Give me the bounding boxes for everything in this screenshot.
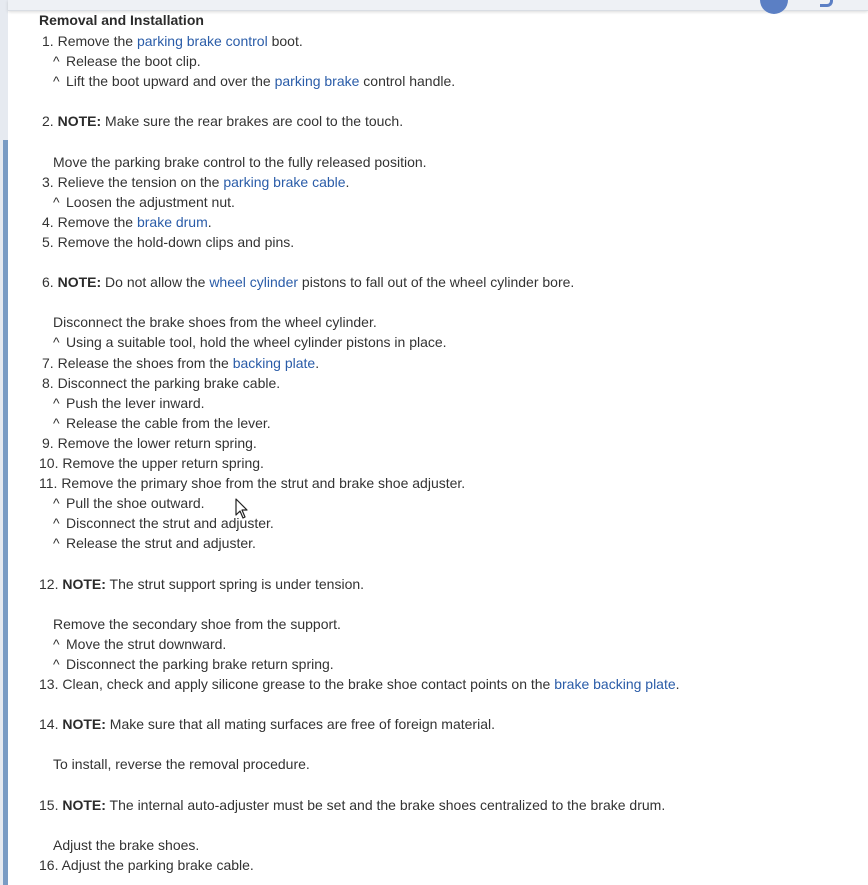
procedure-document [39,11,859,875]
step-text: Loosen the adjustment nut. [66,193,235,210]
sub-step [39,393,859,413]
step-text: Relieve the tension on the [57,173,224,190]
step-text: Remove the hold-down clips and pins. [57,233,295,250]
step-text: Clean, check and apply silicone grease to the brake shoe contact points on the [62,676,555,692]
step-number: 9. [42,434,58,451]
step-text: Disconnect the parking brake return spring. [66,655,334,672]
sub-step [39,413,859,433]
step-number: 10. [39,454,63,471]
reference-link[interactable]: parking brake control [136,33,268,49]
note-label: NOTE: [57,113,102,130]
step-text: Adjust the brake shoes. [53,836,200,853]
procedure-step [39,232,859,252]
note-label: NOTE: [62,796,106,813]
spacer [39,292,859,312]
step-text: . [345,173,350,190]
step-text: . [675,676,680,692]
top-toolbar [8,0,868,11]
caret-icon: ^ [53,73,60,90]
step-number: 3. [42,173,58,190]
note-label: NOTE: [62,575,106,592]
spacer [39,774,859,794]
spacer [39,252,859,272]
step-number: 8. [42,374,58,391]
procedure-step [39,111,859,131]
step-text: To install, reverse the removal procedure. [53,756,310,773]
step-text: Release the shoes from the [57,354,233,371]
procedure-step [39,433,859,453]
step-text: Lift the boot upward and over the [66,73,275,90]
step-detail [39,835,859,855]
step-number: 2. [42,113,58,130]
step-text: control handle. [359,73,456,90]
procedure-step [39,674,859,694]
step-text: Do not allow the [101,274,210,291]
spacer [39,131,859,151]
step-number: 5. [42,233,58,250]
spacer [39,694,859,714]
procedure-lines [39,31,859,875]
step-text: Remove the lower return spring. [57,434,257,451]
spacer [39,734,859,754]
sub-step [39,513,859,533]
sub-step [39,634,859,654]
step-text: Make sure that all mating surfaces are free of foreign material. [105,716,495,733]
reference-link[interactable]: backing plate [232,354,316,371]
step-text: Remove the secondary shoe from the support. [53,615,341,632]
spacer [39,594,859,614]
step-detail [39,152,859,172]
procedure-step [39,714,859,734]
step-text: Move the strut downward. [66,635,227,652]
reference-link[interactable]: parking brake [274,73,360,90]
step-number: 13. [39,676,63,692]
note-label: NOTE: [57,274,102,291]
step-text: Release the boot clip. [66,53,201,70]
step-text: Push the lever inward. [66,394,205,411]
reference-link[interactable]: parking brake cable [223,173,346,190]
caret-icon: ^ [53,53,60,70]
step-text: pistons to fall out of the wheel cylinder bore. [298,274,575,291]
sub-step [39,654,859,674]
step-number: 6. [42,274,58,291]
step-text: Using a suitable tool, hold the wheel cylinder pistons in place. [66,334,447,351]
step-text: The internal auto-adjuster must be set and the brake shoes centralized to the brake drum. [105,796,666,813]
sub-step [39,493,859,513]
step-number: 15. [39,796,63,813]
step-text: Disconnect the brake shoes from the wheel cylinder. [53,314,377,331]
step-text: Disconnect the parking brake cable. [57,374,281,391]
sub-step [39,71,859,91]
procedure-step [39,353,859,373]
spacer [39,91,859,111]
scroll-accent [3,140,8,885]
step-text: Pull the shoe outward. [66,495,205,512]
procedure-step [39,453,859,473]
step-text: Release the strut and adjuster. [66,535,256,552]
step-number: 12. [39,575,63,592]
step-text: The strut support spring is under tension. [105,575,365,592]
step-text: . [207,213,212,230]
procedure-step [39,855,859,875]
step-text: . [315,354,320,371]
help-icon[interactable] [820,0,833,7]
step-detail [39,614,859,634]
step-text: Remove the upper return spring. [62,454,264,471]
reference-link[interactable]: wheel cylinder [209,274,299,291]
note-label: NOTE: [62,716,106,733]
step-detail [39,754,859,774]
reference-link[interactable]: brake drum [136,213,208,230]
step-text: Make sure the rear brakes are cool to the touch. [101,113,404,130]
caret-icon: ^ [53,515,60,532]
step-detail [39,312,859,332]
spacer [39,553,859,573]
reference-link[interactable]: brake backing plate [554,676,676,692]
step-text: Disconnect the strut and adjuster. [66,515,274,532]
step-text: Remove the [57,213,137,230]
caret-icon: ^ [53,655,60,672]
procedure-step [39,795,859,815]
sub-step [39,533,859,553]
caret-icon: ^ [53,535,60,552]
procedure-step [39,373,859,393]
sub-step [39,332,859,352]
caret-icon: ^ [53,635,60,652]
step-number: 14. [39,716,63,733]
caret-icon: ^ [53,334,60,351]
caret-icon: ^ [53,414,60,431]
step-text: boot. [267,33,303,49]
procedure-step [39,31,859,51]
caret-icon: ^ [53,193,60,210]
step-text: Remove the [57,33,137,49]
procedure-step [39,272,859,292]
step-number: 7. [42,354,58,371]
step-number: 4. [42,213,58,230]
spacer [39,815,859,835]
step-text: Move the parking brake control to the fully released position. [53,153,427,170]
left-frame [0,0,8,885]
step-text: Adjust the parking brake cable. [61,856,254,873]
procedure-step [39,212,859,232]
step-text: Release the cable from the lever. [66,414,271,431]
sub-step [39,51,859,71]
caret-icon: ^ [53,394,60,411]
procedure-step [39,574,859,594]
caret-icon: ^ [53,495,60,512]
step-number: 11. [39,475,62,492]
procedure-step [39,473,859,493]
step-number: 16. [39,856,62,873]
step-number: 1. [42,33,58,49]
mouse-pointer-icon [235,498,249,520]
sub-step [39,192,859,212]
procedure-step [39,172,859,192]
step-text: Remove the primary shoe from the strut and brake shoe adjuster. [61,475,466,492]
section-title: Removal and Installation [39,12,204,28]
